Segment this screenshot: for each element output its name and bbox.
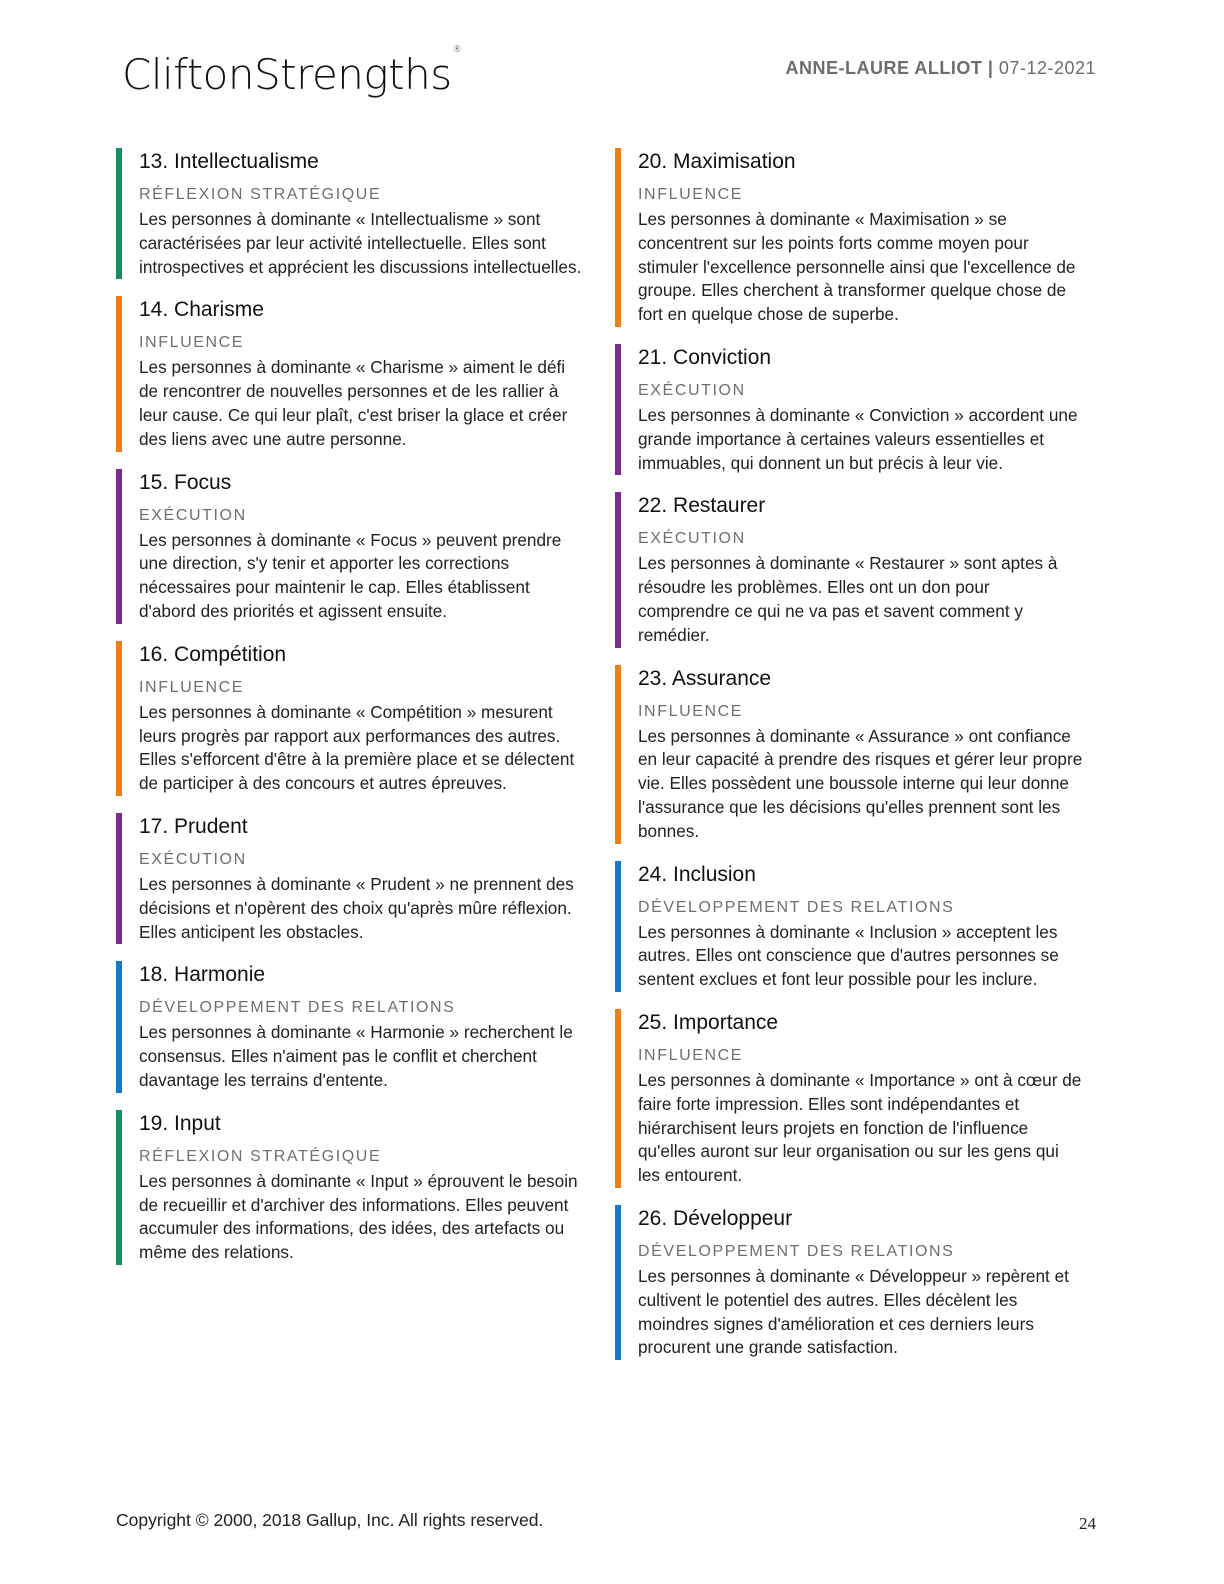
strength-title: 20. Maximisation bbox=[638, 150, 796, 173]
strength-item bbox=[116, 296, 586, 451]
strength-title: 26. Développeur bbox=[638, 1206, 793, 1230]
domain-color-bar bbox=[615, 861, 621, 992]
strength-item bbox=[615, 1205, 1085, 1360]
strength-domain: EXÉCUTION bbox=[139, 506, 247, 524]
strength-domain: INFLUENCE bbox=[638, 186, 744, 203]
strength-description: Les personnes à dominante « Input » éprouvent le besoin de recueillir et d'archiver des informations. Elles peuvent accumuler des informations, des idées, des artefacts ou même des relations. bbox=[139, 1170, 578, 1263]
strength-domain: INFLUENCE bbox=[638, 1046, 744, 1064]
strength-title: 17. Prudent bbox=[139, 814, 248, 838]
strength-item bbox=[615, 492, 1085, 647]
strength-item bbox=[116, 148, 586, 279]
domain-color-bar bbox=[116, 961, 122, 1092]
domain-color-bar bbox=[615, 344, 621, 475]
registered-mark: ® bbox=[452, 45, 462, 55]
strength-title: 23. Assurance bbox=[638, 666, 772, 690]
strength-description: Les personnes à dominante « Maximisation » se concentrent sur les points forts comme moyen pour stimuler l'excellence personnelle ainsi que l'excellence de groupe. Elles cherchent à transformer quelque chose de fort en quelque chose de superbe. bbox=[638, 209, 1076, 325]
strength-description: Les personnes à dominante « Harmonie » recherchent le consensus. Elles n'aiment pas le conflit et cherchent davantage les terrains d'entente. bbox=[139, 1022, 573, 1090]
copyright-notice: Copyright © 2000, 2018 Gallup, Inc. All rights reserved. bbox=[116, 1510, 544, 1530]
strength-item bbox=[615, 148, 1085, 327]
strength-domain: INFLUENCE bbox=[638, 702, 744, 720]
strength-description: Les personnes à dominante « Assurance » ont confiance en leur capacité à prendre des risques et gérer leur propre vie. Elles possèdent une boussole interne qui leur donne l'assurance que les décisions qu'elles prennent sont les bonnes. bbox=[638, 725, 1083, 841]
strength-title: 22. Restaurer bbox=[638, 494, 766, 518]
report-date: 07-12-2021 bbox=[998, 58, 1096, 78]
strength-title: 25. Importance bbox=[638, 1010, 779, 1034]
strength-domain: EXÉCUTION bbox=[139, 850, 247, 868]
strength-domain: DÉVELOPPEMENT DES RELATIONS bbox=[638, 1242, 955, 1260]
clifton-strengths-logo bbox=[122, 45, 462, 99]
strength-description: Les personnes à dominante « Développeur » repèrent et cultivent le potentiel des autres. Elles décèlent les moindres signes d'amélioration et ces derniers leurs procurent une grande satisfaction. bbox=[638, 1265, 1069, 1358]
domain-color-bar bbox=[116, 148, 122, 279]
strength-title: 19. Input bbox=[139, 1111, 221, 1135]
strength-domain: RÉFLEXION STRATÉGIQUE bbox=[139, 1147, 382, 1165]
strength-item bbox=[116, 641, 586, 796]
logo-text: CliftonStrengths bbox=[122, 50, 452, 99]
domain-color-bar bbox=[116, 296, 122, 451]
strength-description: Les personnes à dominante « Intellectualisme » sont caractérisées par leur activité intellectuelle. Elles sont introspectives et apprécient les discussions intellectuelles. bbox=[139, 209, 582, 277]
domain-color-bar bbox=[116, 641, 122, 796]
domain-color-bar bbox=[615, 148, 621, 327]
strength-title: 13. Intellectualisme bbox=[139, 150, 319, 173]
domain-color-bar bbox=[615, 1009, 621, 1188]
page-number: 24 bbox=[1079, 1514, 1096, 1533]
strength-domain: DÉVELOPPEMENT DES RELATIONS bbox=[638, 898, 955, 916]
strength-title: 15. Focus bbox=[139, 470, 232, 494]
strength-item bbox=[116, 1110, 586, 1265]
strength-description: Les personnes à dominante « Restaurer » sont aptes à résoudre les problèmes. Elles ont un don pour comprendre ce qui ne va pas et savent comment y remédier. bbox=[638, 553, 1058, 645]
domain-color-bar bbox=[615, 665, 621, 844]
strength-item bbox=[116, 813, 586, 944]
strength-title: 21. Conviction bbox=[638, 345, 772, 369]
strength-domain: INFLUENCE bbox=[139, 334, 245, 352]
domain-color-bar bbox=[116, 469, 122, 624]
domain-color-bar bbox=[615, 1205, 621, 1360]
strength-description: Les personnes à dominante « Inclusion » acceptent les autres. Elles ont conscience que d'autres personnes se sentent exclues et font leur possible pour les inclure. bbox=[638, 921, 1059, 990]
strength-item bbox=[116, 469, 586, 624]
strength-description: Les personnes à dominante « Compétition » mesurent leurs progrès par rapport aux performances des autres. Elles s'efforcent d'être à la première place et se délectent de participer à des concours et autres épreuves. bbox=[139, 701, 575, 794]
report-header-meta bbox=[786, 58, 1096, 79]
strength-domain: EXÉCUTION bbox=[638, 381, 746, 399]
strength-title: 24. Inclusion bbox=[638, 862, 756, 886]
strength-item bbox=[615, 861, 1085, 992]
strength-item bbox=[615, 665, 1085, 844]
strength-title: 18. Harmonie bbox=[139, 963, 266, 987]
strength-description: Les personnes à dominante « Prudent » ne prennent des décisions et n'opèrent des choix qu'après mûre réflexion. Elles anticipent les obstacles. bbox=[139, 873, 574, 942]
strength-item bbox=[615, 1009, 1085, 1188]
header-separator: | bbox=[982, 58, 999, 78]
strength-description: Les personnes à dominante « Focus » peuvent prendre une direction, s'y tenir et apporter les corrections nécessaires pour maintenir le cap. Elles établissent d'abord des priorités et agissent ensuite. bbox=[139, 529, 562, 621]
left-strengths-column bbox=[116, 148, 586, 1282]
strength-domain: RÉFLEXION STRATÉGIQUE bbox=[139, 186, 382, 203]
strength-item bbox=[615, 344, 1085, 475]
strength-domain: EXÉCUTION bbox=[638, 530, 746, 548]
domain-color-bar bbox=[615, 492, 621, 647]
domain-color-bar bbox=[116, 1110, 122, 1265]
strength-domain: INFLUENCE bbox=[139, 678, 245, 696]
strength-title: 14. Charisme bbox=[139, 298, 264, 322]
right-strengths-column bbox=[615, 148, 1085, 1377]
domain-color-bar bbox=[116, 813, 122, 944]
strength-domain: DÉVELOPPEMENT DES RELATIONS bbox=[139, 999, 456, 1017]
strength-description: Les personnes à dominante « Charisme » aiment le défi de rencontrer de nouvelles personnes et de les rallier à leur cause. Ce qui leur plaît, c'est briser la glace et créer des liens avec une autre personne. bbox=[139, 357, 568, 449]
strength-description: Les personnes à dominante « Importance » ont à cœur de faire forte impression. Elles sont indépendantes et hiérarchisent leurs projets en fonction de l'influence qu'elles auront sur leur organisation ou sur les gens qui les entourent. bbox=[638, 1069, 1082, 1186]
strength-item bbox=[116, 961, 586, 1092]
strength-title: 16. Compétition bbox=[139, 642, 287, 666]
strength-description: Les personnes à dominante « Conviction » accordent une grande importance à certaines valeurs essentielles et immuables, qui donnent un but précis à leur vie. bbox=[638, 404, 1078, 473]
person-name: ANNE-LAURE ALLIOT bbox=[785, 58, 983, 78]
